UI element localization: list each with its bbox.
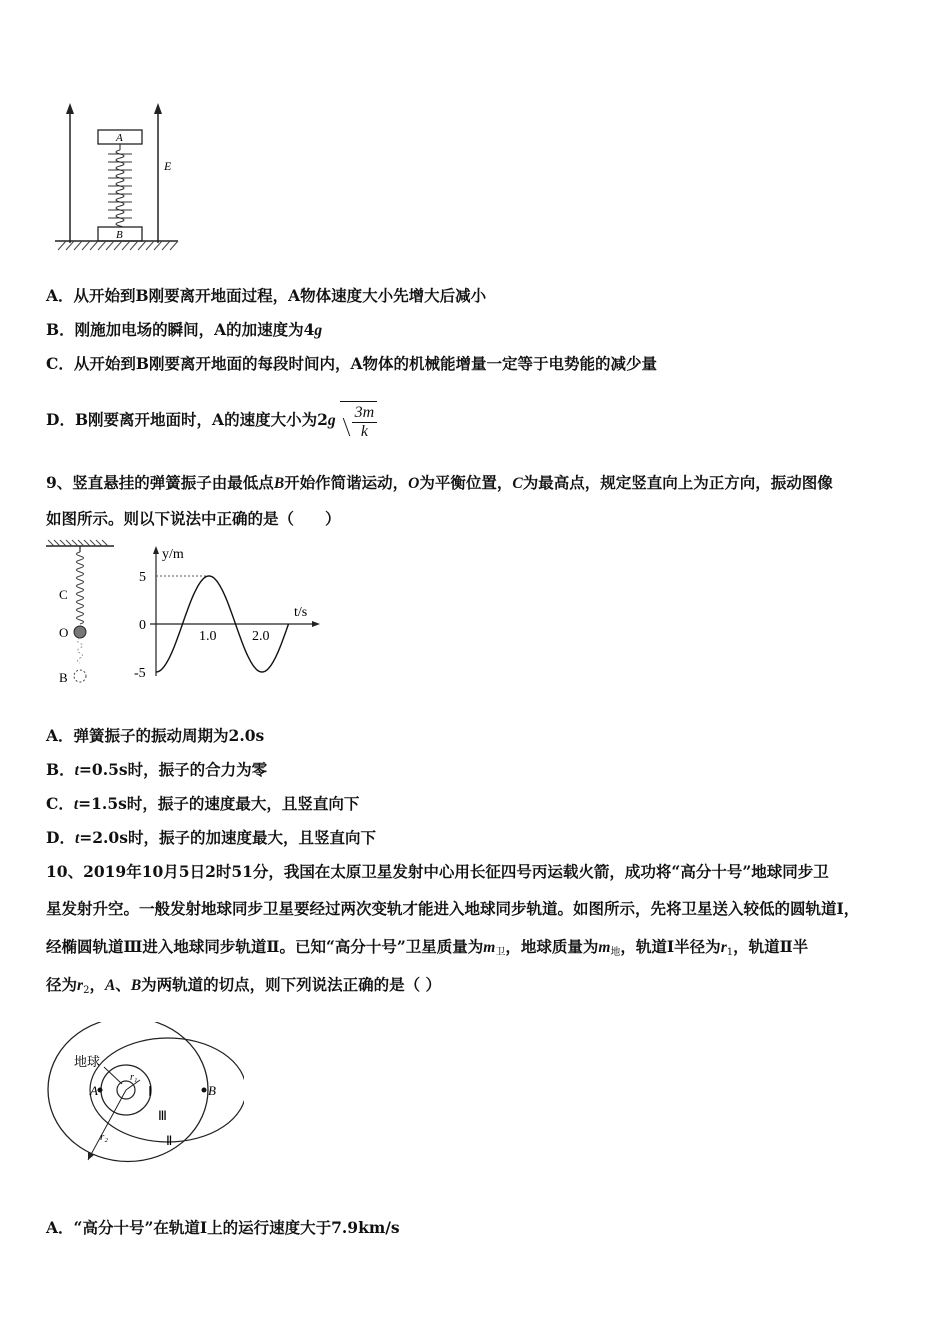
q8-option-a: A．从开始到B刚要离开地面过程，A物体速度大小先增大后减小 — [46, 286, 487, 305]
q8-label-a: A — [116, 132, 123, 144]
q10-label-r1: r₁ — [130, 1072, 138, 1083]
orbit-3 — [90, 1038, 244, 1142]
q8-option-c: C．从开始到B刚要离开地面的每段时间内，A物体的机械能增量一定等于电势能的减少量 — [46, 354, 657, 373]
q10-label-b: B — [208, 1083, 216, 1098]
q8-label-e: E — [164, 159, 172, 173]
q9-stem-line2: 如图所示。则以下说法中正确的是（ ） — [46, 509, 341, 528]
x-axis-arrow — [312, 621, 320, 627]
q10-label-orbit1: Ⅰ — [148, 1085, 153, 1100]
q10-stem-line2: 星发射升空。一般发射地球同步卫星要经过两次变轨才能进入地球同步轨道。如图所示，先将卫星送入较低的圆轨道Ⅰ， — [46, 899, 860, 918]
q9-stem-line1: 9、竖直悬挂的弹簧振子由最低点B开始作简谐运动，O为平衡位置，C为最高点，规定竖直向上为正方向，振动图像 — [46, 473, 833, 492]
y-tick-neg5: -5 — [134, 666, 146, 681]
q8-label-b: B — [116, 229, 123, 241]
q9-option-b: B．t=0.5s时，振子的合力为零 — [46, 760, 268, 779]
q9-option-d: D．t=2.0s时，振子的加速度最大，且竖直向下 — [46, 828, 376, 847]
y-tick-0: 0 — [139, 618, 146, 633]
fraction: $\frac{3m}{k}$ — [352, 404, 378, 441]
q8-option-b: B．刚施加电场的瞬间，A的加速度为4g — [46, 320, 323, 339]
q9-option-c: C．t=1.5s时，振子的速度最大，且竖直向下 — [46, 794, 360, 813]
q9-option-a: A．弹簧振子的振动周期为2.0s — [46, 726, 265, 745]
y-axis-label: y/m — [162, 547, 184, 562]
sqrt-symbol — [340, 401, 378, 442]
q10-label-orbit3: Ⅲ — [158, 1108, 167, 1123]
q8-option-d: D．B刚要离开地面时，A的速度大小为2g $\frac{3m}{k}$ — [46, 400, 377, 442]
y-tick-5: 5 — [139, 570, 146, 585]
q10-stem-line3: 经椭圆轨道Ⅲ进入地球同步轨道Ⅱ。已知“高分十号”卫星质量为$m_卫$，地球质量为$m_地$，轨道Ⅰ半径为$r_1$，轨道Ⅱ半 — [46, 937, 809, 958]
q10-stem-line1: 10、2019年10月5日2时51分，我国在太原卫星发射中心用长征四号丙运载火箭，成功将“高分十号”地球同步卫 — [46, 862, 829, 881]
q10-option-a: A．“高分十号”在轨道Ⅰ上的运行速度大于7.9km/s — [46, 1218, 400, 1237]
q8-figure — [50, 98, 190, 258]
x-tick-1: 1.0 — [199, 629, 217, 644]
q9-label-o: O — [59, 625, 69, 640]
q10-stem-line4: 径为$r_2$，A、B为两轨道的切点，则下列说法正确的是（ ） — [46, 975, 442, 996]
q9-label-c: C — [59, 587, 68, 602]
q9-label-b: B — [59, 670, 68, 685]
y-axis-arrow — [153, 546, 159, 554]
q10-label-r2: r₂ — [100, 1131, 109, 1143]
q9-figure — [44, 538, 334, 688]
q10-label-orbit2: Ⅱ — [166, 1133, 173, 1148]
q10-label-a: A — [90, 1083, 98, 1098]
x-tick-2: 2.0 — [252, 629, 270, 644]
q10-figure — [44, 1022, 244, 1172]
x-axis-label: t/s — [294, 605, 308, 620]
q10-label-earth: 地球 — [74, 1054, 101, 1069]
